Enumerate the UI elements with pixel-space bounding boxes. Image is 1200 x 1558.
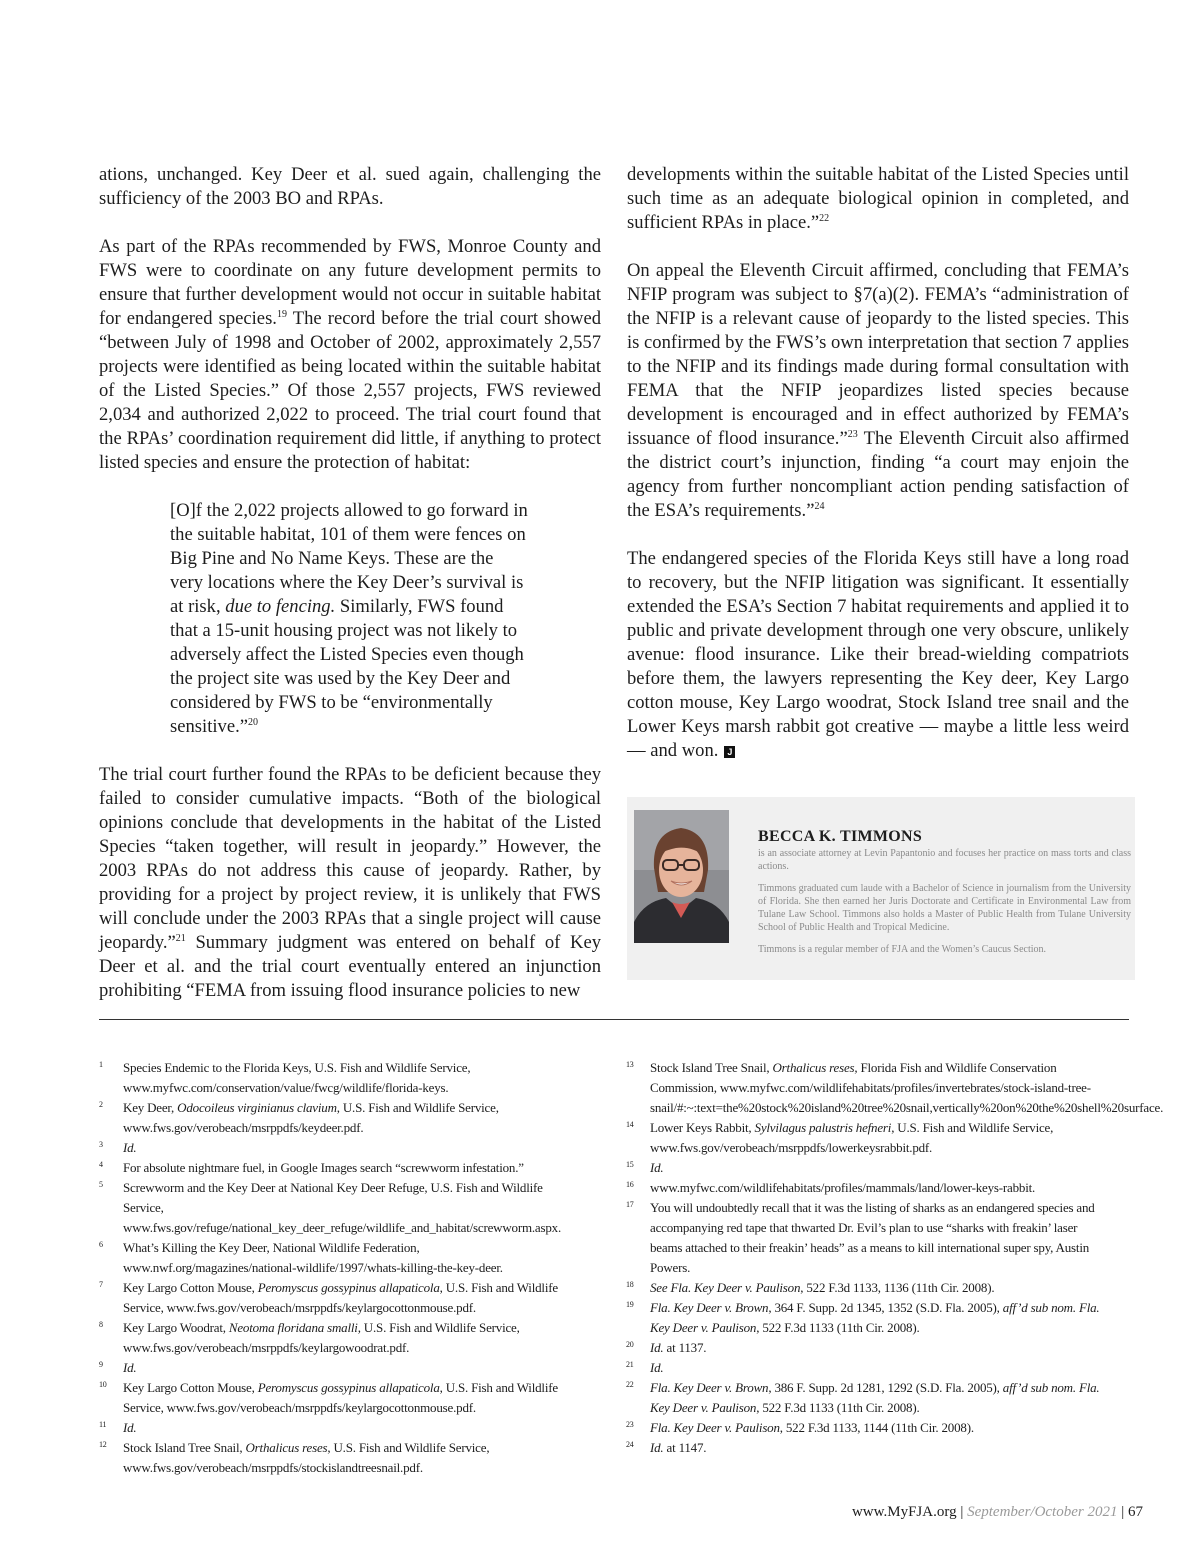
article-column-right xyxy=(627,163,1129,787)
footnote-divider xyxy=(99,1019,1129,1020)
author-bio-box xyxy=(627,797,1135,980)
footnote-number: 4 xyxy=(99,1160,103,1169)
footnote-number: 17 xyxy=(626,1200,634,1209)
article-column-left xyxy=(99,163,601,1027)
paragraph: As part of the RPAs recommended by FWS, Monroe County and FWS were to coordinate on any future development permits to ensure that further development would not occur in suitable habitat for endangered species.$^{19}$ The record before the trial court showed “between July of 1998 and October of 2002, approximately 2,557 projects were identified as being located within the suitable habitat of the Listed Species.” Of those 2,557 projects, FWS reviewed 2,034 and authorized 2,022 to proceed. The trial court found that the RPAs’ coordination requirement did little, if anything to protect listed species and ensure the protection of habitat: xyxy=(99,236,601,473)
footnote-number: 12 xyxy=(99,1440,107,1449)
footnote: 3 Id. xyxy=(99,1140,137,1155)
footnote-number: 15 xyxy=(626,1160,634,1169)
footnote: 14 Lower Keys Rabbit, Sylvilagus palustris hefneri, U.S. Fish and Wildlife Service, www.fws.gov/verobeach/msrppdfs/lowerkeysrabbit.pdf. xyxy=(626,1120,1054,1155)
footnote-number: 20 xyxy=(626,1340,634,1349)
paragraph: The endangered species of the Florida Keys still have a long road to recovery, but the NFIP litigation was significant. It essentially extended the ESA’s Section 7 habitat requirements and applied it to public and private development through one very obscure, unlikely avenue: flood insurance. Like their bread-wielding compatriots before them, the lawyers representing the Key deer, Key Largo cotton mouse, Key Largo woodrat, Stock Island tree snail and the Lower Keys marsh rabbit got creative — maybe a little less weird — and won. J xyxy=(627,548,1129,761)
footnote: 24 Id. at 1147. xyxy=(626,1440,707,1455)
footer-issue: September/October 2021 xyxy=(967,1504,1118,1520)
footnote: 9 Id. xyxy=(99,1360,137,1375)
footnote-number: 3 xyxy=(99,1140,103,1149)
page-number: 67 xyxy=(1128,1504,1143,1520)
paragraph: The trial court further found the RPAs to be deficient because they failed to consider cumulative impacts. “Both of the biological opinions conclude that developments in the habitat of the Listed Species “taken together, will result in jeopardy.” However, the 2003 RPAs do not address this cause of jeopardy. Rather, by providing for a project by project review, it is unlikely that FWS will conclude under the 2003 RPAs that a single project will cause jeopardy.”$^{21}$ Summary judgment was entered on behalf of Key Deer et al. and the trial court eventually entered an injunction prohibiting “FEMA from issuing flood insurance policies to new xyxy=(99,764,601,1001)
footnote-ref: 24 xyxy=(814,500,825,512)
end-mark-icon: J xyxy=(724,746,735,758)
footnote-ref: 20 xyxy=(247,716,258,728)
paragraph: ations, unchanged. Key Deer et al. sued again, challenging the sufficiency of the 2003 BO and RPAs. xyxy=(99,164,601,209)
paragraph: On appeal the Eleventh Circuit affirmed, concluding that FEMA’s NFIP program was subject to §7(a)(2). FEMA’s “administration of the NFIP is a relevant cause of jeopardy to the listed species. This is confirmed by the FWS’s own interpretation that section 7 applies to the NFIP and its findings made during formal consultation with FEMA that the NFIP jeopardizes listed species because development is encouraged and in effect authorized by FEMA’s issuance of flood insurance.”$^{23}$ The Eleventh Circuit also affirmed the district court’s injunction, finding “a court may enjoin the agency from further noncompliant action pending satisfaction of the ESA’s requirements.”$^{24}$ xyxy=(627,260,1129,521)
footnote: 6 What’s Killing the Key Deer, National Wildlife Federation, www.nwf.org/magazines/national-wildlife/1997/whats-killing-the-key-deer. xyxy=(99,1240,503,1275)
footnote: 22 Fla. Key Deer v. Brown, 386 F. Supp. 2d 1281, 1292 (S.D. Fla. 2005), aff’d sub nom. Fla. Key Deer v. Paulison, 522 F.3d 1133 (11th Cir. 2008). xyxy=(626,1380,1100,1415)
footnote: 20 Id. at 1137. xyxy=(626,1340,707,1355)
footnotes-right xyxy=(626,1058,1164,1458)
footnote: 13 Stock Island Tree Snail, Orthalicus reses, Florida Fish and Wildlife Conservation Commission, www.myfwc.com/wildlifehabitats/profiles/invertebrates/stock-island-tree-snail/#:~:text=the%20stock%20island%20tree%20snail,vertically%20on%20the%20shell%20surface. xyxy=(626,1060,1164,1115)
footnote-number: 2 xyxy=(99,1100,103,1109)
footnote-number: 8 xyxy=(99,1320,103,1329)
footer-site: www.MyFJA.org xyxy=(851,1504,957,1520)
footnote: 5 Screwworm and the Key Deer at National Key Deer Refuge, U.S. Fish and Wildlife Service, www.fws.gov/refuge/national_key_deer_refuge/wildlife_and_habitat/screwworm.aspx. xyxy=(99,1180,562,1235)
footnote: 4 For absolute nightmare fuel, in Google Images search “screwworm infestation.” xyxy=(99,1160,524,1175)
footnote-number: 21 xyxy=(626,1360,634,1369)
footnote-number: 5 xyxy=(99,1180,103,1189)
footnote: 10 Key Largo Cotton Mouse, Peromyscus gossypinus allapaticola, U.S. Fish and Wildlife Service, www.fws.gov/verobeach/msrppdfs/keylargocottonmouse.pdf. xyxy=(99,1380,558,1415)
footnote: 16 www.myfwc.com/wildlifehabitats/profiles/mammals/land/lower-keys-rabbit. xyxy=(626,1180,1036,1195)
footnote: 2 Key Deer, Odocoileus virginianus clavium, U.S. Fish and Wildlife Service, www.fws.gov/verobeach/msrppdfs/keydeer.pdf. xyxy=(99,1100,499,1135)
footnote: 7 Key Largo Cotton Mouse, Peromyscus gossypinus allapaticola, U.S. Fish and Wildlife Service, www.fws.gov/verobeach/msrppdfs/keylargocottonmouse.pdf. xyxy=(99,1280,558,1315)
author-bio-text xyxy=(758,828,1131,965)
footnote-number: 16 xyxy=(626,1180,634,1189)
footnote: 15 Id. xyxy=(626,1160,664,1175)
footnote: 8 Key Largo Woodrat, Neotoma floridana smalli, U.S. Fish and Wildlife Service, www.fws.gov/verobeach/msrppdfs/keylargowoodrat.pdf. xyxy=(99,1320,520,1355)
author-name: BECCA K. TIMMONS xyxy=(758,828,923,845)
footnote-number: 24 xyxy=(626,1440,634,1449)
footnote-number: 19 xyxy=(626,1300,634,1309)
paragraph: developments within the suitable habitat of the Listed Species until such time as an adequate biological opinion in completed, and sufficient RPAs in place.”$^{22}$ xyxy=(627,164,1129,233)
author-photo xyxy=(634,810,729,943)
page-footer: www.MyFJA.org | September/October 2021 | 67 xyxy=(851,1504,1143,1520)
block-quote: [O]f the 2,022 projects allowed to go forward in the suitable habitat, 101 of them were fences on Big Pine and No Name Keys. These are the very locations where the Key Deer’s survival is at risk, due to fencing. Similarly, FWS found that a 15-unit housing project was not likely to adversely affect the Listed Species even though the project site was used by the Key Deer and considered by FWS to be “environmentally sensitive.”$^{20}$ xyxy=(170,500,528,737)
footnote: 18 See Fla. Key Deer v. Paulison, 522 F.3d 1133, 1136 (11th Cir. 2008). xyxy=(626,1280,995,1295)
footnotes-left xyxy=(99,1058,577,1478)
author-bio-paragraph: Timmons is a regular member of FJA and the Women’s Caucus Section. xyxy=(758,944,1047,955)
footnote-ref: 19 xyxy=(276,308,287,320)
footnote: 19 Fla. Key Deer v. Brown, 364 F. Supp. 2d 1345, 1352 (S.D. Fla. 2005), aff’d sub nom. Fla. Key Deer v. Paulison, 522 F.3d 1133 (11th Cir. 2008). xyxy=(626,1300,1100,1335)
footnote-number: 18 xyxy=(626,1280,634,1289)
author-bio-paragraph: is an associate attorney at Levin Papantonio and focuses her practice on mass torts and class actions. xyxy=(758,848,1131,872)
footnote-number: 9 xyxy=(99,1360,103,1369)
footnote-number: 6 xyxy=(99,1240,103,1249)
footnote-number: 22 xyxy=(626,1380,634,1389)
footnote-number: 1 xyxy=(99,1060,103,1069)
footnote-ref: 23 xyxy=(847,428,858,440)
footnote-number: 10 xyxy=(99,1380,107,1389)
footnote-ref: 21 xyxy=(175,932,186,944)
footnote-number: 13 xyxy=(626,1060,634,1069)
footnote-number: 14 xyxy=(626,1120,634,1129)
footnote: 1 Species Endemic to the Florida Keys, U.S. Fish and Wildlife Service, www.myfwc.com/conservation/value/fwcg/wildlife/florida-keys. xyxy=(99,1060,471,1095)
footnote-number: 7 xyxy=(99,1280,103,1289)
footnote-ref: 22 xyxy=(819,212,830,224)
footnote: 12 Stock Island Tree Snail, Orthalicus reses, U.S. Fish and Wildlife Service, www.fws.gov/verobeach/msrppdfs/stockislandtreesnail.pdf. xyxy=(99,1440,490,1475)
footnote-number: 23 xyxy=(626,1420,634,1429)
footnote: 11 Id. xyxy=(99,1420,137,1435)
author-bio-paragraph: Timmons graduated cum laude with a Bachelor of Science in journalism from the University of Florida. She then earned her Juris Doctorate and Certificate in Environmental Law from Tulane Law School. Timmons also holds a Master of Public Health from Tulane University School of Public Health and Tropical Medicine. xyxy=(758,883,1131,933)
footnote: 17 You will undoubtedly recall that it was the listing of sharks as an endangered species and accompanying red tape that thwarted Dr. Evil’s plan to use “sharks with freakin’ laser beams attached to their freakin’ heads” as a means to kill international super spy, Austin Powers. xyxy=(626,1200,1095,1275)
footnote-number: 11 xyxy=(99,1420,107,1429)
footnote: 23 Fla. Key Deer v. Paulison, 522 F.3d 1133, 1144 (11th Cir. 2008). xyxy=(626,1420,974,1435)
footnote: 21 Id. xyxy=(626,1360,664,1375)
